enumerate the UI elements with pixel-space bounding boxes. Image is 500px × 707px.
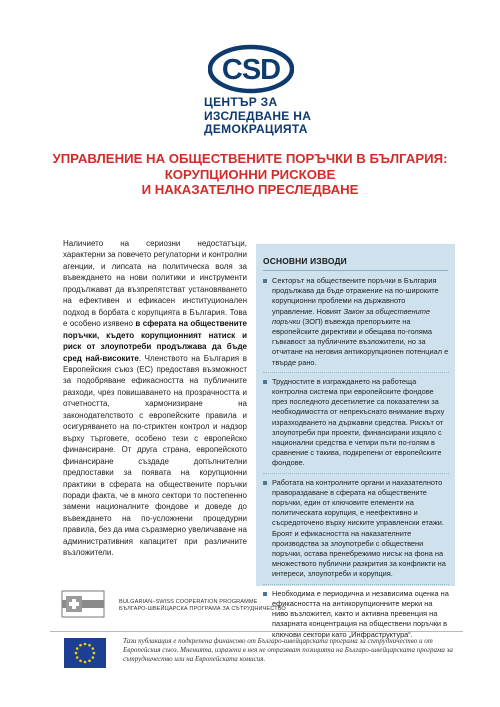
org-name-line-3: ДЕМОКРАЦИЯТА [204,122,308,136]
org-name-line-2: ИЗСЛЕДВАНЕ НА [204,108,312,123]
footer-divider [50,631,463,632]
eu-flag-icon [64,638,106,668]
bullet-square-icon [263,481,267,485]
logo-letters: CSD [221,54,281,86]
title-line-2: КОРУПЦИОННИ РИСКОВЕ [164,166,336,182]
intro-text [63,238,247,559]
finding-3-text: Работата на контролните органи и нахазателното правораздаване в сферата на обществените поръчки, един от ключовите елементи на политическата корупция, е неефективно и съсредоточено върху ниските управленски етажи. Броят и ефикасността на наказателните производства за злоупотреби с обществени поръчки, остава пренебрежимо нисък на фона на множеството публични разкрития за конфликти на интереси, злоупотреби и корупция. [272,477,446,579]
partner-name-bg: БЪЛГАРО-ШВЕЙЦАРСКА ПРОГРАМА ЗА СЪТРУДНИЧЕСТВО [119,606,286,612]
finding-4-text: Необходима е периодична и независима оценка на ефикасността на антикорупционните мерки на ниво възложител, както и активна превенция на пазарната концентрация на обществени поръчки в ключови сектори като „Инфраструктура“. [272,588,449,639]
bullet-square-icon [263,279,267,283]
box-divider [263,270,448,271]
org-name-line-1: ЦЕНТЪР ЗА [204,95,278,109]
funding-disclaimer: Тази публикация е подкрепена финансово от Българо-швейцарската програма за сътрудничество и от Европейския съюз. Мненията, изразени в нея не отразяват позицията на Българо-швейцарската програма за сътрудничество или на Европейската комисия. [123,637,453,664]
bullet-square-icon [263,380,267,384]
partner-programme [61,590,301,618]
title-line-3: И НАКАЗАТЕЛНО ПРЕСЛЕДВАНЕ [141,182,359,197]
key-findings-box [256,244,455,639]
intro-bold: в сферата на обществените поръчки, където корупционният натиск и риск от злоупотреби продължава да бъде сред най-високите [63,319,248,363]
finding-2-text: Трудностите в изграждането на работеща контролна система при европейските фондове през последното десетилетие са показателни за необходимостта от непрекъснато внимание върху изразходването на държавни средства. Рискът от злоупотреби при проекти, финансирани изцяло с национални средства е четири пъти по-голям в сравнение с такива, подкрепени от европейските фондове. [272,376,445,468]
key-findings-title: ОСНОВНИ ИЗВОДИ [263,256,347,266]
finding-1-pre: Секторът на обществените поръчки в България продължава да бъде отражение на по-широките корупционни проблеми на държавното управление. Новият [272,276,439,316]
finding-item-3 [263,478,449,585]
csd-logo [208,44,294,94]
finding-1-post: (ЗОП) въвежда препоръките на европейските директиви и обещава по-голяма гъвкавост за публичните възложители, но за отчитане на неговия антикорупционен потенциал е твърде рано. [272,316,449,367]
finding-1-em: Закон за обществените поръчки [272,306,431,326]
intro-part-2: . Членството на България в Европейския съюз (ЕС) предоставя възможност за подобряване ефикасността на публичните разходи, чрез повишаването на прозрачността и отчетността, хармонизиране на законодателството с европейските правила и осигуряването на по-стриктен контрол и надзор върху търговете, особено тези с европейско финансиране. От друга страна, европейското финансиране създаде допълнителни предпоставки за появата на корупционни практики в сферата на обществените поръчки поради факта, че в много сектори то постепенно замени националните фондове и доведе до въвеждането на по-усложнени процедурни правила, без да има съразмерно увеличаване на административния капацитет при различните възложители. [63,353,247,558]
title-line-1: УПРАВЛЕНИЕ НА ОБЩЕСТВЕНИТЕ ПОРЪЧКИ В БЪЛГАРИЯ: [52,151,448,166]
finding-item-2 [263,377,449,474]
intro-part-1: Наличието на сериозни недостатъци, характерни за повечето регулаторни и контролни агенции, и липсата на политическа воля за въвеждането на нови политики и инструменти продължават да възпрепятстват установяването на ефективен и ефикасен институционален подход в борбата с корупцията в България. Това е особено изявено [63,239,247,329]
document-title [40,151,460,198]
partner-name-en: BULGARIAN–SWISS COOPERATION PROGRAMME [119,599,258,605]
finding-item-1 [263,276,449,373]
organization-name [204,96,344,137]
intro-paragraph [63,238,247,559]
swiss-cooperation-logo [61,590,105,618]
